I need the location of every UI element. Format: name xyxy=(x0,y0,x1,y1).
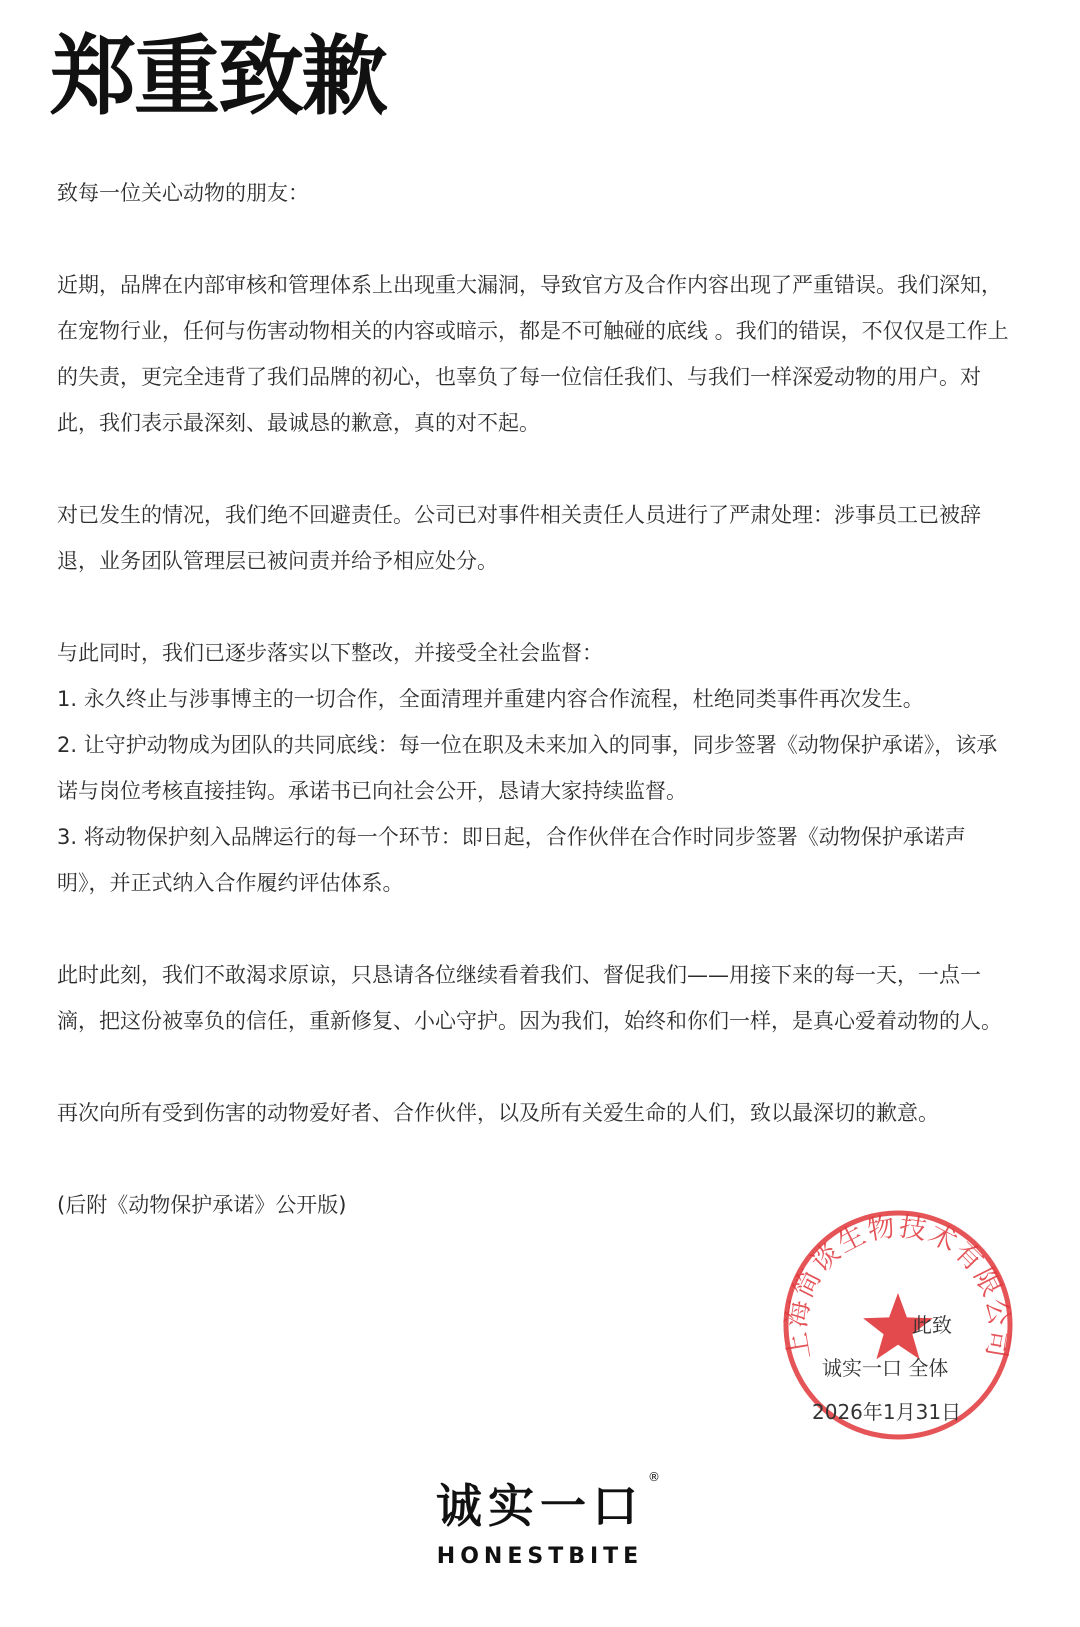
signature-date: 2026年1月31日 xyxy=(812,1400,962,1424)
page-title: 郑重致歉 xyxy=(50,27,386,127)
paragraph-2: 对已发生的情况，我们绝不回避责任。公司已对事件相关责任人员进行了严肃处理：涉事员工已被辞退，业务团队管理层已被问责并给予相应处分。 xyxy=(57,503,981,573)
paragraph-3-intro: 与此同时，我们已逐步落实以下整改，并接受全社会监督： xyxy=(57,641,603,665)
brand-name-en: HONESTBITE xyxy=(436,1544,644,1569)
appendix-note: (后附《动物保护承诺》公开版) xyxy=(57,1193,347,1217)
salutation: 致每一位关心动物的朋友： xyxy=(57,181,309,205)
registered-mark: ® xyxy=(648,1470,660,1484)
paragraph-1: 近期，品牌在内部审核和管理体系上出现重大漏洞，导致官方及合作内容出现了严重错误。我们深知，在宠物行业，任何与伤害动物相关的内容或暗示，都是不可触碰的底线 。我们的错误，不仅仅是工作上的失责，更完全违背了我们品牌的初心，也辜负了每一位信任我们、与我们一样深爱动物的用户。对此，我们表示最深刻、最诚恳的歉意，真的对不起。 xyxy=(57,273,1009,435)
list-item-1: 1. 永久终止与涉事博主的一切合作，全面清理并重建内容合作流程，杜绝同类事件再次发生。 xyxy=(57,687,924,711)
list-item-3: 3. 将动物保护刻入品牌运行的每一个环节：即日起，合作伙伴在合作时同步签署《动物保护承诺声明》，并正式纳入合作履约评估体系。 xyxy=(57,825,966,895)
svg-text:上海简谈生物技术有限公司: 上海简谈生物技术有限公司 xyxy=(781,1211,1015,1362)
brand-name-cn: 诚实一口 ® xyxy=(436,1470,660,1533)
signature-signer: 诚实一口 全体 xyxy=(822,1356,949,1380)
signature-closing: 此致 xyxy=(912,1313,952,1337)
brand-logo xyxy=(0,1470,1080,1569)
paragraph-5: 再次向所有受到伤害的动物爱好者、合作伙伴，以及所有关爱生命的人们，致以最深切的歉意。 xyxy=(57,1101,939,1125)
paragraph-4: 此时此刻，我们不敢渴求原谅，只恳请各位继续看着我们、督促我们——用接下来的每一天，一点一滴，把这份被辜负的信任，重新修复、小心守护。因为我们，始终和你们一样，是真心爱着动物的人。 xyxy=(57,963,1002,1033)
list-item-2: 2. 让守护动物成为团队的共同底线：每一位在职及未来加入的同事，同步签署《动物保护承诺》，该承诺与岗位考核直接挂钩。承诺书已向社会公开，恳请大家持续监督。 xyxy=(57,733,998,803)
letter-body xyxy=(57,170,1017,1228)
